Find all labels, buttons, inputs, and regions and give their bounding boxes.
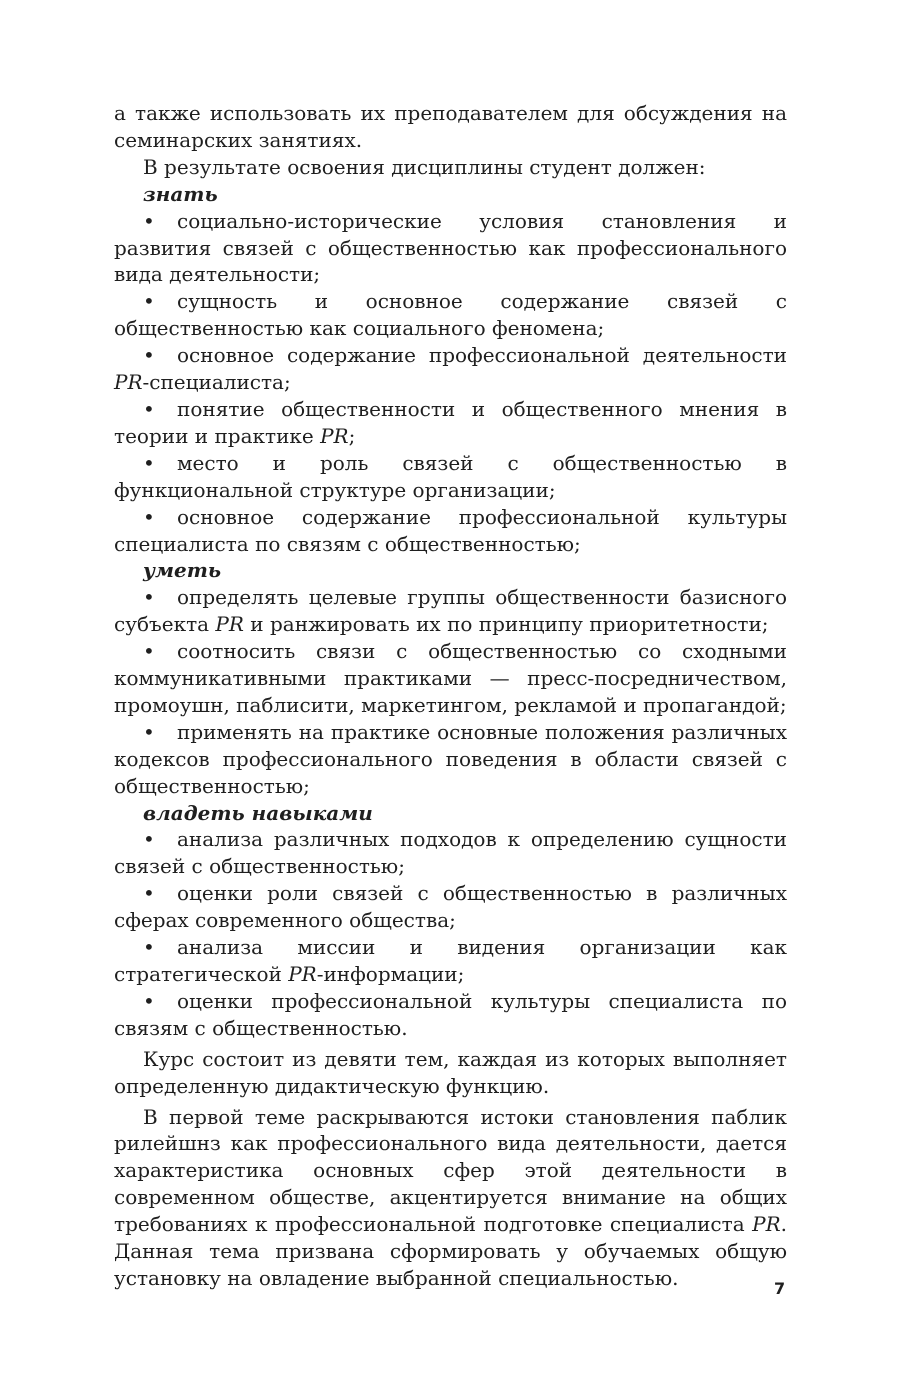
closing-paragraph <box>114 1104 787 1292</box>
text-run: оценки профессиональной культуры специалиста по связям с общественностью. <box>114 988 787 1040</box>
section-heading: владеть навыками <box>143 800 373 825</box>
bullet-item <box>114 584 787 638</box>
bullet-item <box>114 342 787 396</box>
bullet-item <box>114 396 787 450</box>
intro-lead: В результате освоения дисциплины студент должен: <box>143 154 706 179</box>
text-run: анализа миссии и видения организации как стратегической <box>114 935 787 986</box>
bullet-item <box>114 826 787 880</box>
text-run: оценки роли связей с общественностью в различных сферах современного общества; <box>114 881 787 933</box>
italic-term: PR <box>320 423 349 448</box>
text-run: В первой теме раскрываются истоки становления паблик рилейшнз как профессионального вида деятельности, дается характеристика основных сфер этой деятельности в современном обществе, акцентируется внимание на общих требованиях к профессиональной подготовке специалиста <box>114 1104 787 1237</box>
bullet-item <box>114 988 787 1042</box>
bullet-item <box>114 880 787 934</box>
bullet-icon: • <box>143 208 155 233</box>
bullet-icon: • <box>143 639 155 664</box>
section-heading: уметь <box>143 558 222 583</box>
text-run: основное содержание профессиональной культуры специалиста по связям с общественностью; <box>114 504 787 556</box>
bullet-icon: • <box>143 827 155 852</box>
bullet-list <box>114 584 787 799</box>
bullet-item <box>114 504 787 558</box>
bullet-item <box>114 638 787 719</box>
italic-term: PR <box>114 370 143 395</box>
bullet-item <box>114 208 787 289</box>
italic-term: PR <box>288 962 317 986</box>
bullet-item <box>114 450 787 504</box>
bullet-icon: • <box>143 504 155 529</box>
intro-continuation: а также использовать их преподавателем для обсуждения на семинарских занятиях. <box>114 101 787 152</box>
bullet-icon: • <box>143 450 155 475</box>
italic-term: PR <box>215 612 244 637</box>
text-run: соотносить связи с общественностью со сходными коммуникативными практиками — пресс-посредничеством, промоушн, паблисити, маркетингом, рекламой и пропагандой; <box>114 639 787 717</box>
text-run: основное содержание профессиональной деятельности <box>177 343 787 368</box>
text-run: сущность и основное содержание связей с общественностью как социального феномена; <box>114 289 787 341</box>
text-run: Курс состоит из девяти тем, каждая из которых выполняет определенную дидактическую функцию. <box>114 1046 787 1098</box>
bullet-item <box>114 288 787 342</box>
text-run: понятие общественности и общественного мнения в теории и практике <box>114 396 787 448</box>
competency-sections <box>114 181 787 1042</box>
text-run: социально-исторические условия становления и развития связей с общественностью как профессионального вида деятельности; <box>114 208 787 287</box>
bullet-icon: • <box>143 935 155 960</box>
bullet-item <box>114 934 787 988</box>
bullet-icon: • <box>143 585 155 610</box>
closing-paragraphs <box>114 1046 787 1292</box>
text-run: применять на практике основные положения различных кодексов профессионального поведения в области связей с общественностью; <box>114 719 787 798</box>
bullet-icon: • <box>143 988 155 1013</box>
bullet-icon: • <box>143 396 155 421</box>
text-run: . Данная тема призвана сформировать у обучаемых общую установку на овладение выбранной специальностью. <box>114 1212 787 1290</box>
bullet-icon: • <box>143 343 155 368</box>
text-run: и ранжировать их по принципу приоритетности; <box>243 612 769 637</box>
text-run: место и роль связей с общественностью в функциональной структуре организации; <box>114 450 787 502</box>
section-heading: знать <box>143 181 218 206</box>
text-run: ; <box>348 423 356 448</box>
bullet-list <box>114 208 787 558</box>
bullet-item <box>114 719 787 800</box>
italic-term: PR <box>752 1212 781 1237</box>
bullet-list <box>114 826 787 1041</box>
text-run: -информации; <box>316 962 465 986</box>
bullet-icon: • <box>143 719 155 744</box>
bullet-icon: • <box>143 289 155 314</box>
page-number: 7 <box>774 1279 786 1298</box>
text-run: определять целевые группы общественности базисного субъекта <box>114 585 787 637</box>
text-run: анализа различных подходов к определению сущности связей с общественностью; <box>114 827 787 879</box>
bullet-icon: • <box>143 881 155 906</box>
text-run: -специалиста; <box>142 370 291 395</box>
closing-paragraph <box>114 1046 787 1100</box>
page-body <box>114 100 787 1292</box>
